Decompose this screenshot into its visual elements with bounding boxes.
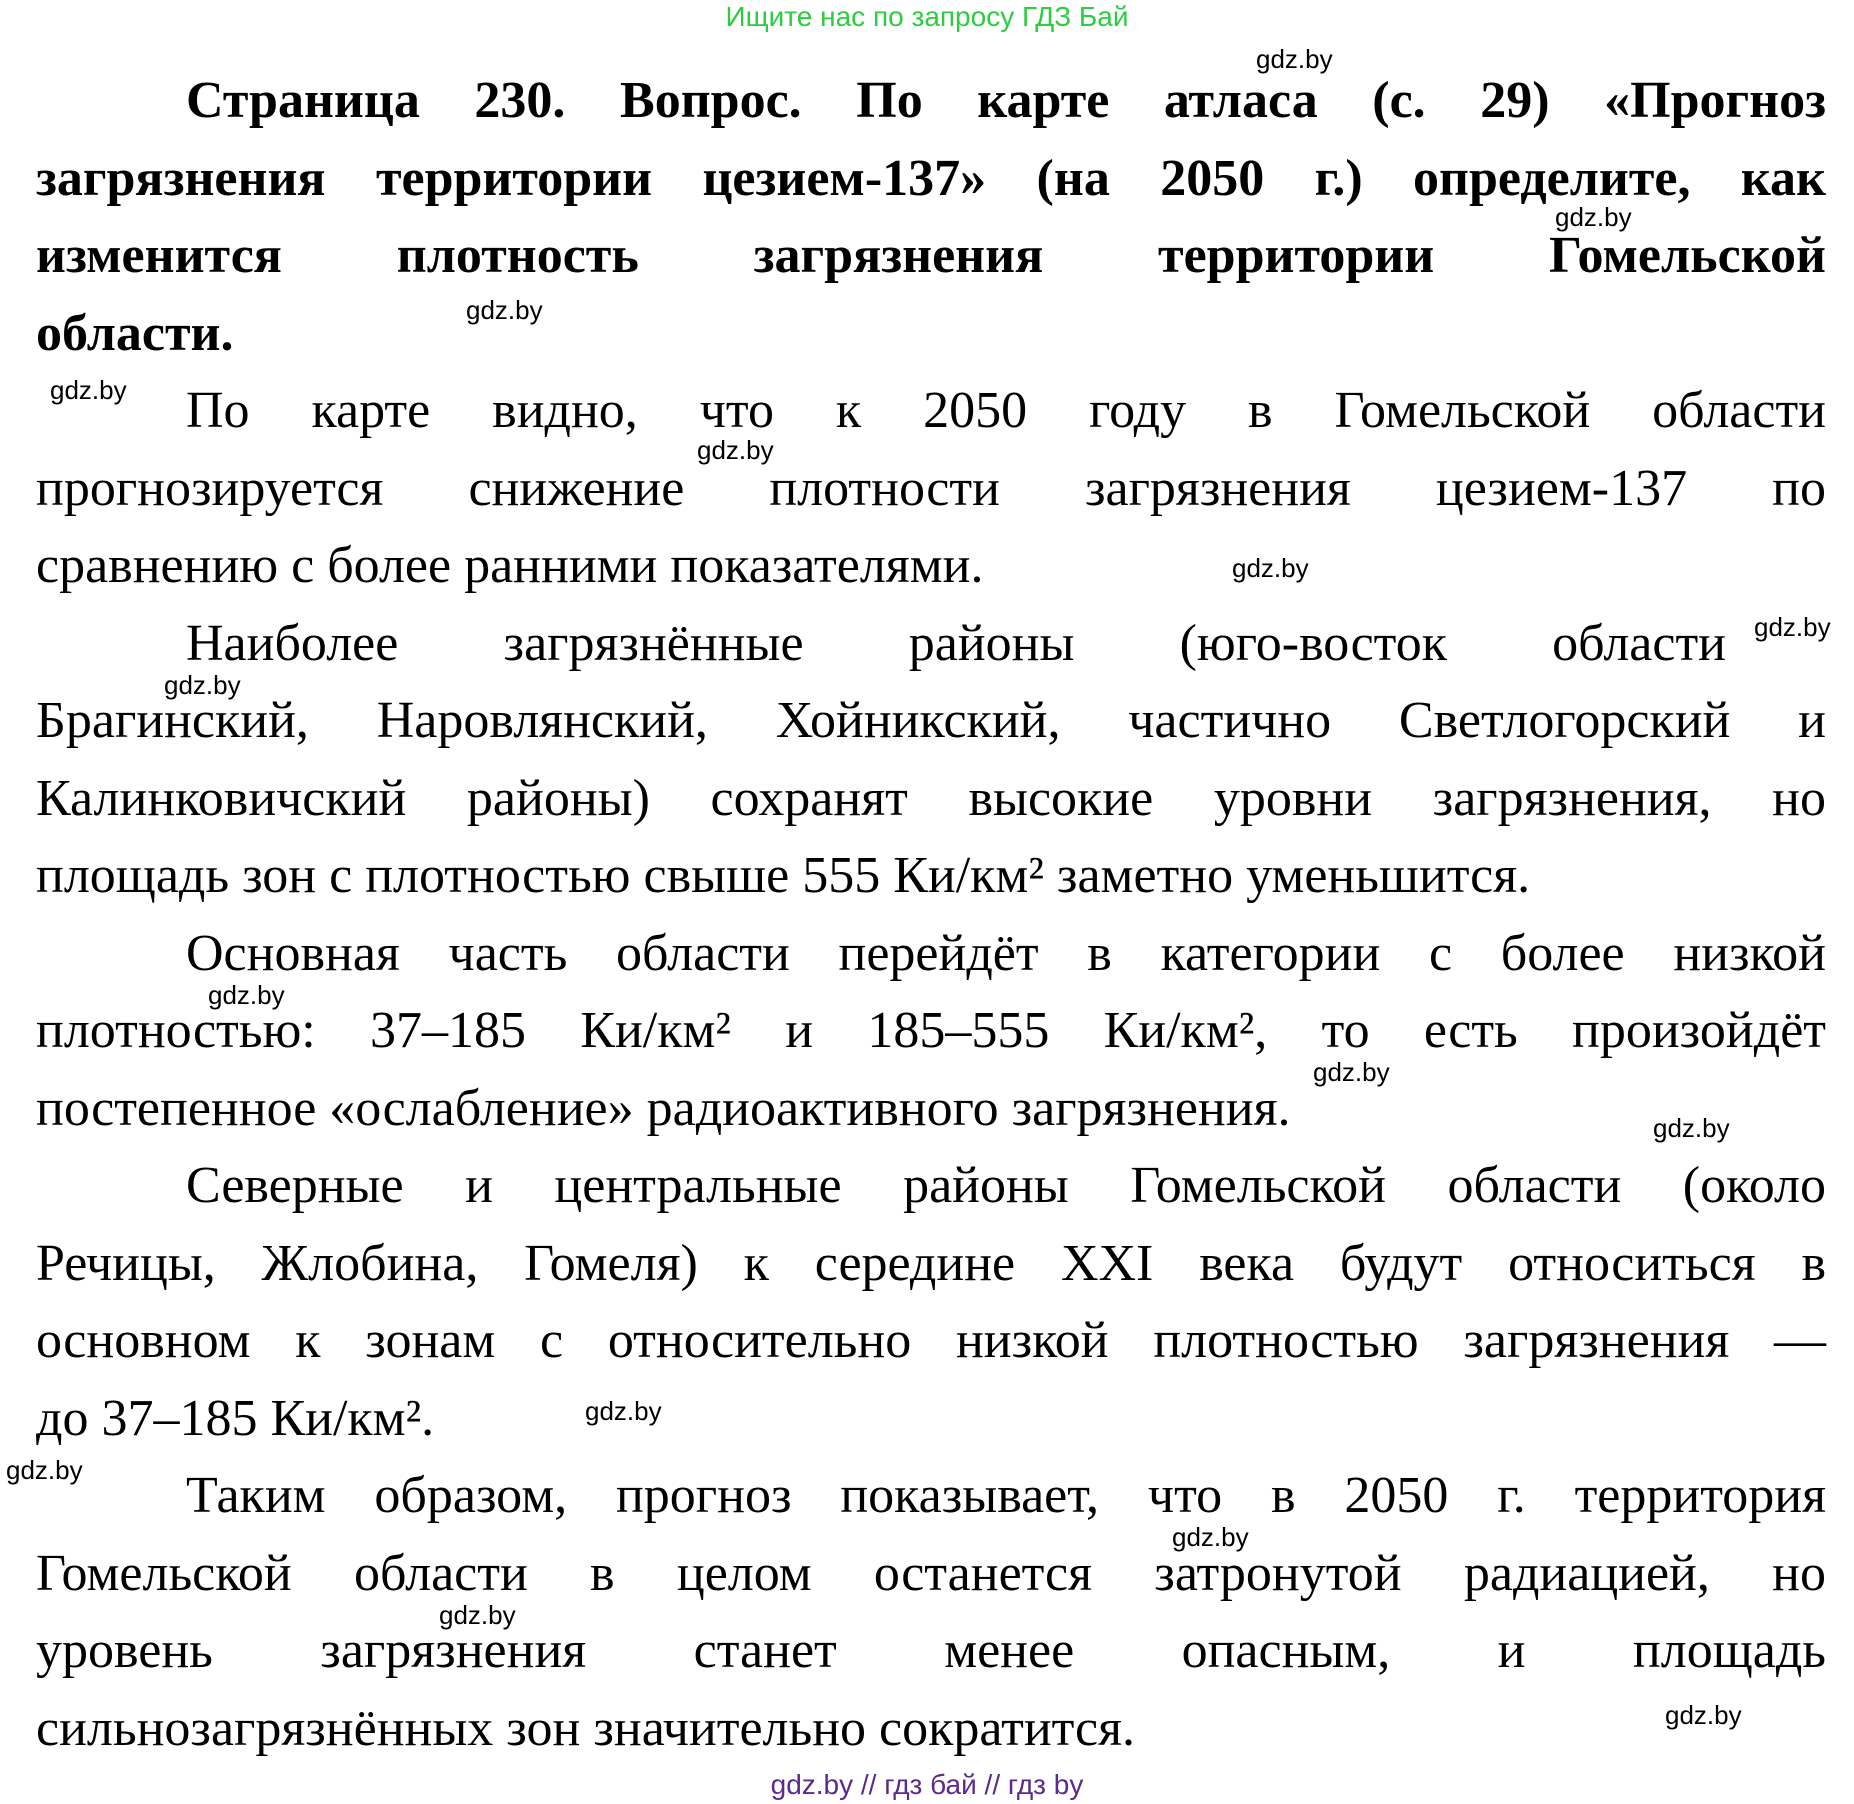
footer-links: gdz.by // гдз бай // гдз by [770, 1769, 1084, 1800]
heading-line: области. [36, 304, 234, 362]
text-line: Основная часть области перейдёт в категории с более низкой [186, 924, 1826, 982]
text-line: Наиболее загрязнённые районы (юго-восток области [186, 614, 1726, 672]
answer-paragraph [36, 372, 1826, 605]
watermark: gdz.by [1313, 1057, 1390, 1087]
heading-line: Страница 230. Вопрос. По карте атласа (с. 29) «Прогноз [186, 72, 1826, 129]
watermark: gdz.by [1256, 44, 1333, 74]
text-line: сравнению с более ранними показателями. [36, 537, 984, 594]
text-line: Брагинский, Наровлянский, Хойникский, частично Светлогорский и [36, 692, 1826, 749]
text-line: Таким образом, прогноз показывает, что в 2050 г. территория [186, 1467, 1826, 1524]
text-line: Гомельской области в целом останется затронутой радиацией, но [36, 1544, 1826, 1602]
answer-paragraph [36, 605, 1826, 915]
text-line: до 37–185 Ки/км². [36, 1389, 435, 1447]
watermark: gdz.by [50, 375, 127, 405]
watermark: gdz.by [1665, 1700, 1742, 1730]
text-line: плотностью: 37–185 Ки/км² и 185–555 Ки/км², то есть произойдёт [36, 1002, 1826, 1059]
heading-line: загрязнения территории цезием-137» (на 2050 г.) определите, как [36, 149, 1826, 207]
watermark: gdz.by [6, 1455, 83, 1485]
watermark: gdz.by [697, 435, 774, 465]
answer-paragraph [36, 1457, 1826, 1767]
watermark: gdz.by [208, 980, 285, 1010]
text-line: Речицы, Жлобина, Гомеля) к середине XXI века будут относиться в [36, 1234, 1826, 1292]
text-line: постепенное «ослабление» радиоактивного загрязнения. [36, 1079, 1291, 1137]
text-line: Калинковичский районы) сохранят высокие уровни загрязнения, но [36, 769, 1826, 827]
text-line: прогнозируется снижение плотности загрязнения цезием-137 по [36, 459, 1826, 517]
text-line: Северные и центральные районы Гомельской области (около [186, 1157, 1826, 1214]
watermark: gdz.by [164, 670, 241, 700]
search-banner: Ищите нас по запросу ГДЗ Бай [725, 1, 1129, 32]
watermark: gdz.by [1172, 1522, 1249, 1552]
watermark: gdz.by [585, 1396, 662, 1426]
watermark: gdz.by [1754, 612, 1831, 642]
watermark: gdz.by [1653, 1113, 1730, 1143]
answer-paragraph [36, 915, 1826, 1148]
watermark: gdz.by [1232, 553, 1309, 583]
answer-paragraph [36, 1147, 1826, 1457]
text-line: уровень загрязнения станет менее опасным, и площадь [36, 1622, 1826, 1679]
document-body [36, 62, 1826, 1767]
text-line: По карте видно, что к 2050 году в Гомельской области [186, 382, 1826, 439]
text-line: площадь зон с плотностью свыше 555 Ки/км² заметно уменьшится. [36, 847, 1531, 904]
watermark: gdz.by [466, 295, 543, 325]
watermark: gdz.by [439, 1600, 516, 1630]
heading-line: изменится плотность загрязнения территории Гомельской [36, 227, 1826, 284]
watermark: gdz.by [1555, 202, 1632, 232]
text-line: сильнозагрязнённых зон значительно сократится. [36, 1699, 1136, 1757]
text-line: основном к зонам с относительно низкой плотностью загрязнения — [36, 1312, 1826, 1369]
